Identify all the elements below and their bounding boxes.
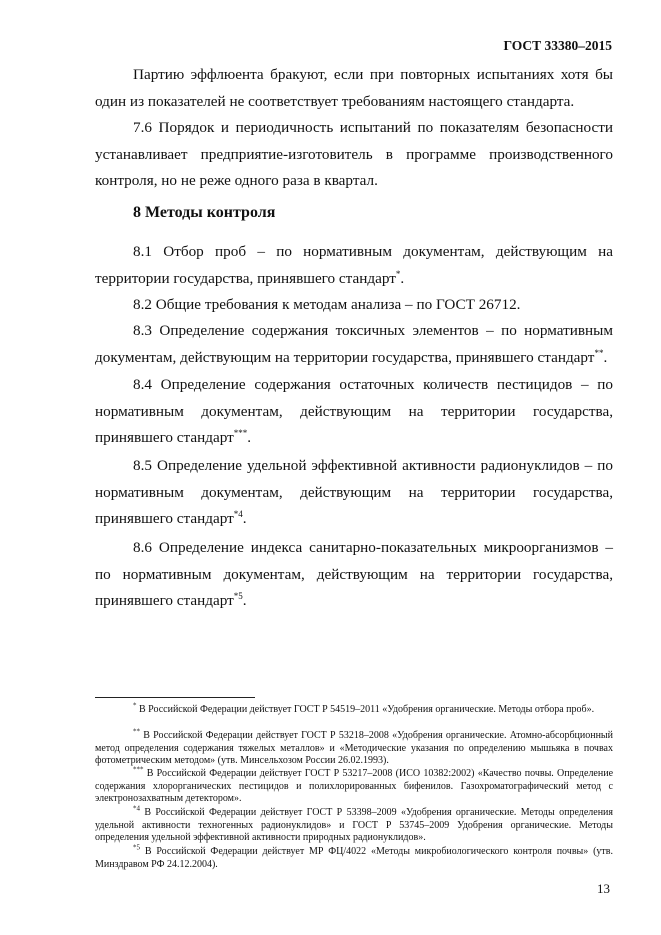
footnote-text: В Российской Федерации действует ГОСТ Р 53218–2008 «Удобрения органические. Атомно-абсорбционный метод определения содержания тяжелых металлов» и «Методические указания по определению мышьяка в почвах фотометрическим методом» (утв. Минсельхозом России 26.02.1993).: [95, 730, 614, 767]
footnote-mark: *5: [133, 843, 140, 852]
footnote-ref: **: [594, 347, 604, 358]
item-end: .: [247, 429, 252, 446]
item-8-1: [95, 239, 613, 292]
footnote-4: [95, 804, 614, 845]
item-text: 8.6 Определение индекса санитарно-показательных микроорганизмов – по нормативным документам, действующим на территории государства, принявшего стандарт: [95, 539, 613, 609]
section-heading: 8 Методы контроля: [133, 204, 276, 221]
item-end: .: [400, 269, 405, 287]
footnote-ref: ***: [233, 427, 248, 438]
footnote-3: [95, 765, 614, 806]
item-end: .: [242, 592, 247, 609]
item-8-6: [95, 535, 613, 615]
paragraph-rejection: [95, 62, 613, 115]
item-8-4: [95, 372, 613, 452]
item-end: .: [242, 510, 247, 527]
footnote-1: [95, 701, 613, 717]
footnote-ref: *: [395, 268, 401, 279]
item-end: .: [603, 348, 608, 366]
footnote-text: В Российской Федерации действует ГОСТ Р 53398–2009 «Удобрения органические. Методы определения удельной активности техногенных радионуклидов» и ГОСТ Р 53745–2009 Удобрения органические. Методы определения удельной эффективной активности природных радионуклидов».: [95, 807, 614, 844]
footnote-mark: *: [133, 701, 137, 710]
footnote-ref: *5: [233, 590, 243, 601]
paragraph-text: Партию эффлюента бракуют, если при повторных испытаниях хотя бы один из показателей не соответствует требованиям настоящего стандарта.: [95, 66, 613, 110]
footnote-text: В Российской Федерации действует МР ФЦ/4022 «Методы микробиологического контроля почвы» (утв. Минздравом РФ 24.12.2004).: [95, 846, 614, 870]
footnote-mark: *4: [133, 804, 140, 813]
paragraph-7-6: [95, 115, 613, 195]
footnote-separator: [95, 697, 255, 698]
footnote-text: В Российской Федерации действует ГОСТ Р 54519–2011 «Удобрения органические. Методы отбора проб».: [139, 704, 595, 715]
item-text: 8.4 Определение содержания остаточных количеств пестицидов – по нормативным документам, действующим на территории государства, принявшего стандарт: [95, 376, 613, 446]
item-text: 8.3 Определение содержания токсичных элементов – по нормативным документам, действующим на территории государства, принявшего стандарт: [95, 322, 613, 366]
footnote-ref: *4: [233, 508, 243, 519]
paragraph-text: 7.6 Порядок и периодичность испытаний по показателям безопасности устанавливает предприятие-изготовитель в программе производственного контроля, но не реже одного раза в квартал.: [95, 119, 613, 189]
item-text: 8.5 Определение удельной эффективной активности радионуклидов – по нормативным документам, действующим на территории государства, принявшего стандарт: [95, 457, 613, 527]
footnote-text: В Российской Федерации действует ГОСТ Р 53217–2008 (ИСО 10382:2002) «Качество почвы. Определение содержания хлорорганических пестицидов и полихлорированных бифенилов. Газохроматографический метод с электронозахватным детектором».: [95, 768, 614, 805]
footnote-5: [95, 843, 614, 871]
footnote-mark: **: [133, 727, 140, 736]
item-text: 8.2 Общие требования к методам анализа – по ГОСТ 26712.: [133, 296, 521, 313]
footnote-2: [95, 727, 614, 768]
item-8-2: [95, 292, 613, 319]
document-header: ГОСТ 33380–2015: [503, 38, 612, 53]
item-text: 8.1 Отбор проб – по нормативным документам, действующим на территории государства, принявшего стандарт: [95, 243, 613, 287]
page-number: 13: [597, 881, 610, 896]
footnote-mark: ***: [133, 765, 144, 774]
item-8-5: [95, 453, 613, 533]
item-8-3: [95, 318, 613, 371]
